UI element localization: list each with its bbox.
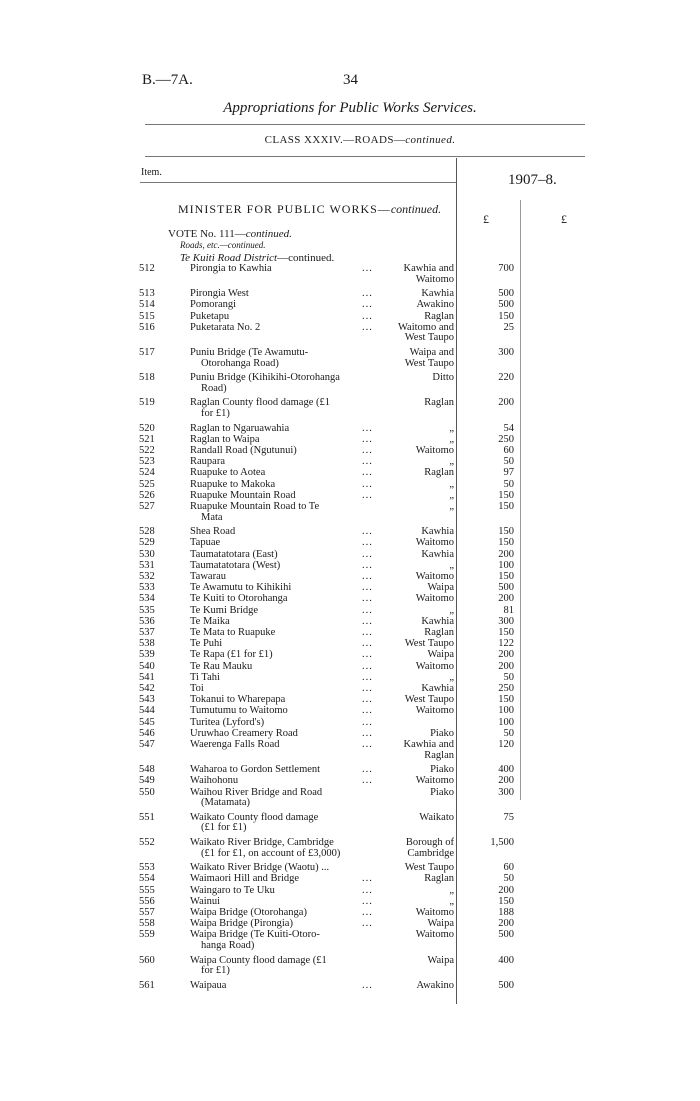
item-number: 520 bbox=[139, 422, 155, 434]
item-description: Ruapuke Mountain Road to Te Mata bbox=[190, 501, 320, 523]
leader-dots: ... bbox=[362, 433, 373, 445]
item-number: 540 bbox=[139, 660, 155, 672]
item-number: 559 bbox=[139, 929, 155, 941]
column-divider-county bbox=[456, 158, 457, 1004]
item-number: 546 bbox=[139, 727, 155, 739]
county-name: Waitomo and West Taupo bbox=[397, 321, 454, 344]
county-name: Kawhia and Waitomo bbox=[403, 263, 454, 285]
item-description: Ruapuke to Aotea bbox=[190, 467, 266, 479]
amount: 300 bbox=[498, 786, 514, 798]
item-description: Puketapu bbox=[190, 310, 230, 322]
item-number: 523 bbox=[139, 456, 155, 468]
amount: 150 bbox=[498, 895, 514, 907]
vote-cont: continued. bbox=[245, 228, 292, 240]
item-number: 548 bbox=[139, 764, 155, 776]
leader-dots: ... bbox=[362, 537, 373, 549]
item-number: 531 bbox=[139, 559, 155, 571]
county-name: West Taupo bbox=[404, 638, 454, 650]
county-name: Waipa bbox=[427, 649, 454, 661]
county-name: Waipa bbox=[427, 582, 454, 594]
county-name: „ bbox=[449, 604, 454, 616]
item-number: 533 bbox=[139, 582, 155, 594]
amount: 100 bbox=[498, 705, 514, 717]
item-description: Tokanui to Wharepapa bbox=[190, 694, 286, 706]
item-number: 542 bbox=[139, 683, 155, 694]
year-column-header: 1907–8. bbox=[508, 172, 557, 188]
item-description: Te Rapa (£1 for £1) bbox=[190, 649, 273, 661]
item-description: Te Maika bbox=[190, 615, 230, 627]
item-number: 556 bbox=[139, 895, 155, 907]
page-number: 34 bbox=[343, 72, 358, 88]
item-number: 534 bbox=[139, 593, 155, 605]
item-description: Waikato River Bridge, Cambridge (£1 for £1, on account of £3,000) bbox=[190, 837, 341, 859]
ministry-heading bbox=[178, 202, 441, 217]
leader-dots: ... bbox=[362, 895, 373, 907]
item-number: 552 bbox=[139, 837, 155, 848]
county-name: Waitomo bbox=[415, 705, 454, 717]
leader-dots: ... bbox=[362, 649, 373, 661]
amount: 400 bbox=[498, 764, 514, 776]
pound-symbol-total: £ bbox=[561, 212, 567, 226]
leader-dots: ... bbox=[362, 739, 373, 750]
item-description: Uruwhao Creamery Road bbox=[190, 727, 298, 739]
item-description: Waimaori Hill and Bridge bbox=[190, 873, 300, 885]
item-description: Ruapuke Mountain Road bbox=[190, 489, 296, 501]
roads-subheading: Roads, etc.—continued. bbox=[180, 240, 266, 250]
amount: 250 bbox=[498, 433, 514, 445]
county-name: Raglan bbox=[424, 627, 454, 638]
leader-dots: ... bbox=[362, 582, 373, 594]
vote-text: VOTE No. 111— bbox=[168, 228, 246, 240]
item-number: 551 bbox=[139, 811, 155, 823]
amount: 150 bbox=[498, 489, 514, 501]
item-description: Waerenga Falls Road bbox=[190, 739, 280, 750]
item-description: Randall Road (Ngutunui) bbox=[190, 445, 297, 456]
item-description: Te Kuiti to Otorohanga bbox=[190, 593, 288, 605]
leader-dots: ... bbox=[362, 638, 373, 650]
item-description: Tawarau bbox=[190, 571, 226, 582]
county-name: Waitomo bbox=[415, 907, 454, 918]
leader-dots: ... bbox=[362, 884, 373, 896]
amount: 100 bbox=[498, 559, 514, 571]
amount: 500 bbox=[498, 299, 514, 311]
item-number: 535 bbox=[139, 604, 155, 616]
item-description: Raglan County flood damage (£1 for £1) bbox=[190, 397, 330, 419]
item-description: Waikato County flood damage (£1 for £1) bbox=[190, 811, 319, 834]
leader-dots: ... bbox=[362, 299, 373, 311]
leader-dots: ... bbox=[362, 615, 373, 627]
county-name: Waitomo bbox=[415, 660, 454, 672]
amount: 50 bbox=[503, 671, 514, 683]
amount: 220 bbox=[498, 372, 514, 384]
item-number: 555 bbox=[139, 884, 155, 896]
item-number: 529 bbox=[139, 537, 155, 549]
leader-dots: ... bbox=[362, 705, 373, 717]
leader-dots: ... bbox=[362, 559, 373, 571]
county-name: Piako bbox=[430, 764, 454, 776]
leader-dots: ... bbox=[362, 489, 373, 501]
county-name: Waikato bbox=[419, 811, 454, 823]
class-heading bbox=[130, 134, 590, 146]
item-description: Pirongia West bbox=[190, 288, 249, 300]
amount: 1,500 bbox=[490, 837, 514, 848]
county-name: Kawhia and Raglan bbox=[403, 739, 454, 761]
amount: 400 bbox=[498, 954, 514, 966]
leader-dots: ... bbox=[362, 310, 373, 322]
amount: 200 bbox=[498, 548, 514, 560]
item-description: Waihou River Bridge and Road (Matamata) bbox=[190, 786, 323, 809]
county-name: Ditto bbox=[432, 372, 454, 384]
amount: 60 bbox=[503, 445, 514, 456]
leader-dots: ... bbox=[362, 727, 373, 739]
county-name: „ bbox=[449, 489, 454, 501]
leader-dots: ... bbox=[362, 445, 373, 456]
item-description: Waipa Bridge (Te Kuiti-Otoro- hanga Road) bbox=[190, 929, 320, 951]
county-name: Waipa and West Taupo bbox=[404, 347, 454, 369]
county-name: Waipa bbox=[427, 954, 454, 966]
item-description: Taumatatotara (West) bbox=[190, 559, 281, 571]
item-description: Te Awamutu to Kihikihi bbox=[190, 582, 292, 594]
item-description: Te Kumi Bridge bbox=[190, 604, 259, 616]
item-description: Waipaua bbox=[190, 979, 227, 991]
header-rule-top bbox=[145, 156, 585, 157]
item-number: 527 bbox=[139, 501, 155, 512]
title-rule bbox=[145, 124, 585, 125]
item-description: Turitea (Lyford's) bbox=[190, 716, 265, 728]
district-cont: —continued. bbox=[277, 252, 335, 264]
item-number: 519 bbox=[139, 397, 155, 409]
item-number: 522 bbox=[139, 445, 155, 456]
amount: 97 bbox=[503, 467, 514, 479]
amount: 200 bbox=[498, 397, 514, 409]
item-description: Taumatatotara (East) bbox=[190, 548, 278, 560]
item-number: 549 bbox=[139, 775, 155, 787]
amount: 50 bbox=[503, 478, 514, 490]
leader-dots: ... bbox=[362, 321, 373, 333]
item-description: Toi bbox=[190, 683, 204, 694]
ministry-cont: continued. bbox=[390, 202, 442, 216]
county-name: „ bbox=[449, 559, 454, 571]
leader-dots: ... bbox=[362, 775, 373, 787]
county-name: Awakino bbox=[416, 299, 454, 311]
leader-dots: ... bbox=[362, 660, 373, 672]
leader-dots: ... bbox=[362, 526, 373, 538]
amount: 25 bbox=[503, 321, 514, 333]
amount: 50 bbox=[503, 873, 514, 885]
amount: 81 bbox=[503, 604, 514, 616]
county-name: „ bbox=[449, 422, 454, 434]
amount: 200 bbox=[498, 660, 514, 672]
leader-dots: ... bbox=[362, 907, 373, 918]
page-title: Appropriations for Public Works Services. bbox=[223, 100, 477, 116]
item-description: Waihohonu bbox=[190, 775, 239, 787]
leader-dots: ... bbox=[362, 456, 373, 468]
item-description: Raglan to Ngaruawahia bbox=[190, 422, 290, 434]
amount: 150 bbox=[498, 571, 514, 582]
amount: 188 bbox=[498, 907, 514, 918]
item-description: Waikato River Bridge (Waotu) ... bbox=[190, 862, 330, 874]
amount: 60 bbox=[503, 862, 514, 874]
district-name: Te Kuiti Road District bbox=[180, 252, 278, 264]
item-description: Puniu Bridge (Te Awamutu- Otorohanga Road) bbox=[190, 347, 309, 369]
document-code: B.—7A. bbox=[142, 72, 193, 88]
item-number: 518 bbox=[139, 372, 155, 384]
item-number: 547 bbox=[139, 739, 155, 750]
item-number: 537 bbox=[139, 627, 155, 638]
county-name: Piako bbox=[430, 727, 454, 739]
item-description: Wainui bbox=[190, 895, 221, 907]
county-name: Awakino bbox=[416, 979, 454, 991]
leader-dots: ... bbox=[362, 694, 373, 706]
amount: 500 bbox=[498, 288, 514, 300]
county-name: Borough of Cambridge bbox=[405, 837, 454, 859]
amount: 50 bbox=[503, 727, 514, 739]
leader-dots: ... bbox=[362, 571, 373, 582]
county-name: Piako bbox=[430, 786, 454, 798]
item-description: Raglan to Waipa bbox=[190, 433, 260, 445]
leader-dots: ... bbox=[362, 604, 373, 616]
item-number: 560 bbox=[139, 954, 155, 966]
class-heading-cont: continued. bbox=[405, 134, 456, 146]
class-heading-text: CLASS XXXIV.—ROADS— bbox=[264, 134, 406, 146]
item-number: 528 bbox=[139, 526, 155, 538]
leader-dots: ... bbox=[362, 716, 373, 728]
county-name: „ bbox=[449, 895, 454, 907]
leader-dots: ... bbox=[362, 263, 373, 274]
item-description: Waingaro to Te Uku bbox=[190, 884, 275, 896]
item-description: Pomorangi bbox=[190, 299, 237, 311]
leader-dots: ... bbox=[362, 918, 373, 930]
leader-dots: ... bbox=[362, 627, 373, 638]
amount: 300 bbox=[498, 615, 514, 627]
county-name: West Taupo bbox=[404, 862, 454, 874]
amount: 50 bbox=[503, 456, 514, 468]
county-name: Waitomo bbox=[415, 929, 454, 941]
leader-dots: ... bbox=[362, 671, 373, 683]
amount: 300 bbox=[498, 347, 514, 358]
leader-dots: ... bbox=[362, 478, 373, 490]
item-column-header: Item. bbox=[141, 167, 162, 178]
item-number: 515 bbox=[139, 310, 155, 322]
item-number: 525 bbox=[139, 478, 155, 490]
leader-dots: ... bbox=[362, 422, 373, 434]
amount: 75 bbox=[503, 811, 514, 823]
item-number: 514 bbox=[139, 299, 155, 311]
item-number: 512 bbox=[139, 263, 155, 274]
pound-symbol-amount: £ bbox=[483, 212, 489, 226]
amount: 120 bbox=[498, 739, 514, 750]
amount: 500 bbox=[498, 979, 514, 991]
county-name: Waipa bbox=[427, 918, 454, 930]
amount: 200 bbox=[498, 918, 514, 930]
item-number: 544 bbox=[139, 705, 155, 717]
amount: 700 bbox=[498, 263, 514, 274]
county-name: Raglan bbox=[424, 467, 454, 479]
column-divider-amount bbox=[520, 200, 521, 800]
item-number: 557 bbox=[139, 907, 155, 918]
item-description: Waipa Bridge (Otorohanga) bbox=[190, 907, 307, 918]
leader-dots: ... bbox=[362, 764, 373, 776]
item-description: Waipa Bridge (Pirongia) bbox=[190, 918, 293, 930]
leader-dots: ... bbox=[362, 683, 373, 694]
amount: 150 bbox=[498, 501, 514, 512]
county-name: „ bbox=[449, 501, 454, 512]
amount: 200 bbox=[498, 884, 514, 896]
leader-dots: ... bbox=[362, 467, 373, 479]
amount: 200 bbox=[498, 649, 514, 661]
amount: 54 bbox=[503, 422, 514, 434]
item-number: 561 bbox=[139, 979, 155, 991]
item-number: 536 bbox=[139, 615, 155, 627]
amount: 150 bbox=[498, 537, 514, 549]
ministry-text: MINISTER FOR PUBLIC WORKS— bbox=[178, 202, 391, 216]
amount: 150 bbox=[498, 310, 514, 322]
item-number: 516 bbox=[139, 321, 155, 333]
item-number: 554 bbox=[139, 873, 155, 885]
county-name: Raglan bbox=[424, 397, 454, 409]
item-number: 513 bbox=[139, 288, 155, 300]
item-description: Waharoa to Gordon Settlement bbox=[190, 764, 321, 776]
amount: 150 bbox=[498, 627, 514, 638]
item-number: 532 bbox=[139, 571, 155, 582]
leader-dots: ... bbox=[362, 548, 373, 560]
item-number: 517 bbox=[139, 347, 155, 358]
amount: 500 bbox=[498, 929, 514, 941]
amount: 150 bbox=[498, 526, 514, 538]
item-number: 541 bbox=[139, 671, 155, 683]
item-description: Waipa County flood damage (£1 for £1) bbox=[190, 954, 327, 977]
county-name: „ bbox=[449, 456, 454, 468]
county-name: Raglan bbox=[424, 873, 454, 885]
item-description: Ruapuke to Makoka bbox=[190, 478, 276, 490]
amount: 150 bbox=[498, 694, 514, 706]
item-description: Puniu Bridge (Kihikihi-Otorohanga Road) bbox=[190, 372, 340, 394]
leader-dots: ... bbox=[362, 288, 373, 300]
amount: 200 bbox=[498, 775, 514, 787]
county-name: „ bbox=[449, 671, 454, 683]
leader-dots: ... bbox=[362, 593, 373, 605]
item-description: Shea Road bbox=[190, 526, 236, 538]
amount: 122 bbox=[498, 638, 514, 650]
county-name: Waitomo bbox=[415, 537, 454, 549]
county-name: Waitomo bbox=[415, 593, 454, 605]
item-description: Tumutumu to Waitomo bbox=[190, 705, 288, 717]
amount: 100 bbox=[498, 716, 514, 728]
item-description: Te Rau Mauku bbox=[190, 660, 253, 672]
item-number: 530 bbox=[139, 548, 155, 560]
amount: 250 bbox=[498, 683, 514, 694]
item-number: 526 bbox=[139, 489, 155, 501]
county-name: „ bbox=[449, 884, 454, 896]
item-description: Te Puhi bbox=[190, 638, 223, 650]
amount: 500 bbox=[498, 582, 514, 594]
county-name: Kawhia bbox=[421, 526, 454, 538]
county-name: „ bbox=[449, 433, 454, 445]
item-number: 550 bbox=[139, 786, 155, 798]
item-number: 558 bbox=[139, 918, 155, 930]
amount: 200 bbox=[498, 593, 514, 605]
county-name: Kawhia bbox=[421, 548, 454, 560]
item-description: Tapuae bbox=[190, 537, 221, 549]
vote-heading bbox=[168, 228, 292, 240]
item-number: 553 bbox=[139, 862, 155, 874]
leader-dots: ... bbox=[362, 979, 373, 991]
item-number: 539 bbox=[139, 649, 155, 661]
item-description: Ti Tahi bbox=[190, 671, 220, 683]
item-description: Te Mata to Ruapuke bbox=[190, 627, 276, 638]
county-name: Waitomo bbox=[415, 445, 454, 456]
county-name: Kawhia bbox=[421, 683, 454, 694]
item-number: 538 bbox=[139, 638, 155, 650]
county-name: Waitomo bbox=[415, 775, 454, 787]
county-name: Kawhia bbox=[421, 615, 454, 627]
item-number: 543 bbox=[139, 694, 155, 706]
item-description: Pirongia to Kawhia bbox=[190, 263, 272, 274]
item-description: Raupara bbox=[190, 456, 225, 468]
item-number: 545 bbox=[139, 716, 155, 728]
county-name: Waitomo bbox=[415, 571, 454, 582]
leader-dots: ... bbox=[362, 873, 373, 885]
item-description: Puketarata No. 2 bbox=[190, 321, 261, 333]
county-name: West Taupo bbox=[404, 694, 454, 706]
item-header-rule bbox=[140, 182, 456, 183]
item-number: 521 bbox=[139, 433, 155, 445]
county-name: Raglan bbox=[424, 310, 454, 322]
item-number: 524 bbox=[139, 467, 155, 479]
county-name: Kawhia bbox=[421, 288, 454, 300]
county-name: „ bbox=[449, 478, 454, 490]
